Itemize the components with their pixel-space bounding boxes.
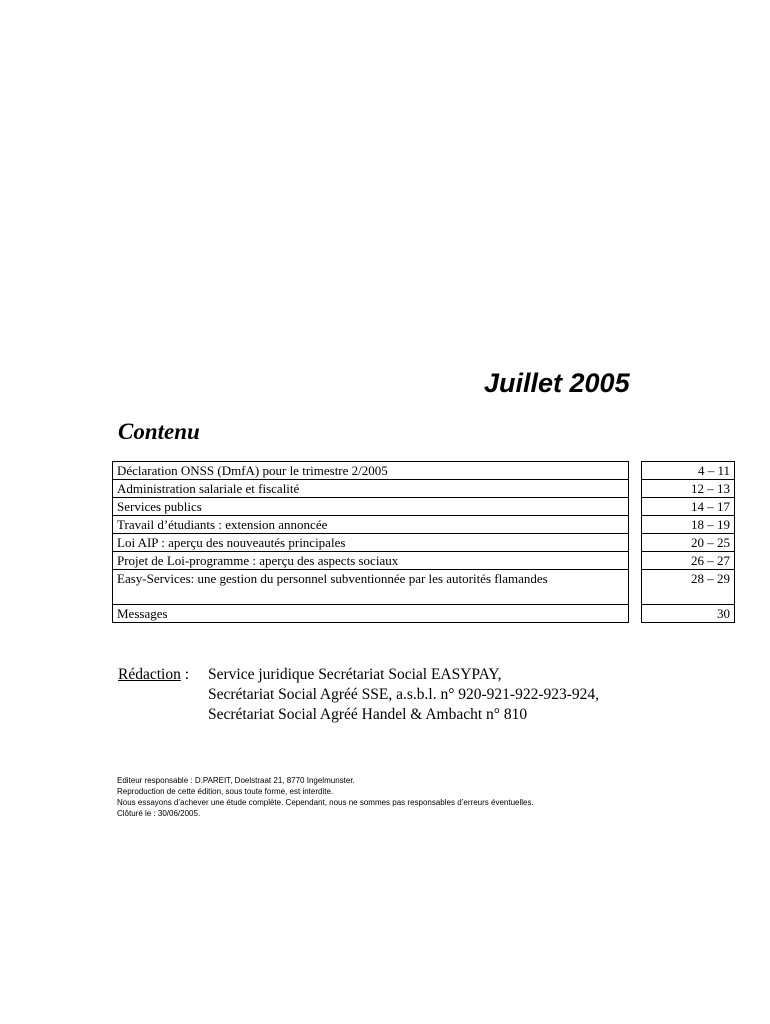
toc-row	[642, 534, 735, 552]
toc-page-range: 26 – 27	[642, 552, 735, 570]
toc-row	[113, 552, 629, 570]
toc-row	[113, 516, 629, 534]
redaction-separator: :	[180, 666, 190, 683]
toc-pages-table	[641, 461, 735, 623]
toc-title: Easy-Services: une gestion du personnel subventionnée par les autorités flamandes	[113, 570, 629, 605]
imprint-line: Editeur responsable : D.PAREIT, Doelstraat 21, 8770 Ingelmunster.	[117, 776, 355, 785]
toc-row	[642, 605, 735, 623]
redaction-line: Secrétariat Social Agréé SSE, a.s.b.l. n° 920-921-922-923-924,	[208, 686, 600, 703]
toc-row	[642, 462, 735, 480]
toc-row	[642, 570, 735, 605]
toc-row	[113, 498, 629, 516]
toc-title: Déclaration ONSS (DmfA) pour le trimestre 2/2005	[113, 462, 629, 480]
toc-title: Messages	[113, 605, 629, 623]
toc-page-range: 4 – 11	[642, 462, 735, 480]
redaction-label-group	[118, 665, 189, 685]
toc-page-range: 12 – 13	[642, 480, 735, 498]
toc-title: Services publics	[113, 498, 629, 516]
toc-row	[642, 498, 735, 516]
toc-titles-table	[112, 461, 629, 623]
toc-row	[642, 480, 735, 498]
toc-row	[642, 552, 735, 570]
redaction-line: Service juridique Secrétariat Social EASYPAY,	[208, 666, 502, 683]
imprint-line: Nous essayons d’achever une étude complète. Cependant, nous ne sommes pas responsables d’erreurs éventuelles.	[117, 798, 534, 807]
toc-page-range: 30	[642, 605, 735, 623]
toc-row	[113, 462, 629, 480]
imprint-block	[117, 775, 737, 819]
issue-date: Juillet 2005	[484, 368, 630, 398]
contents-heading: Contenu	[118, 419, 200, 444]
toc-row	[113, 605, 629, 623]
toc-page-range: 20 – 25	[642, 534, 735, 552]
toc-page-range: 14 – 17	[642, 498, 735, 516]
toc-row	[113, 570, 629, 605]
toc-page-range: 28 – 29	[642, 570, 735, 605]
toc-row	[642, 516, 735, 534]
toc-row	[113, 480, 629, 498]
toc-row	[113, 534, 629, 552]
toc-title: Projet de Loi-programme : aperçu des aspects sociaux	[113, 552, 629, 570]
toc-title: Travail d’étudiants : extension annoncée	[113, 516, 629, 534]
imprint-line: Clôturé le : 30/06/2005.	[117, 809, 201, 818]
redaction-lines	[208, 665, 599, 725]
toc-page-range: 18 – 19	[642, 516, 735, 534]
toc-title: Administration salariale et fiscalité	[113, 480, 629, 498]
toc-title: Loi AIP : aperçu des nouveautés principales	[113, 534, 629, 552]
redaction-label: Rédaction	[118, 666, 181, 683]
imprint-line: Reproduction de cette édition, sous toute forme, est interdite.	[117, 787, 334, 796]
redaction-line: Secrétariat Social Agréé Handel & Ambacht n° 810	[208, 706, 528, 723]
